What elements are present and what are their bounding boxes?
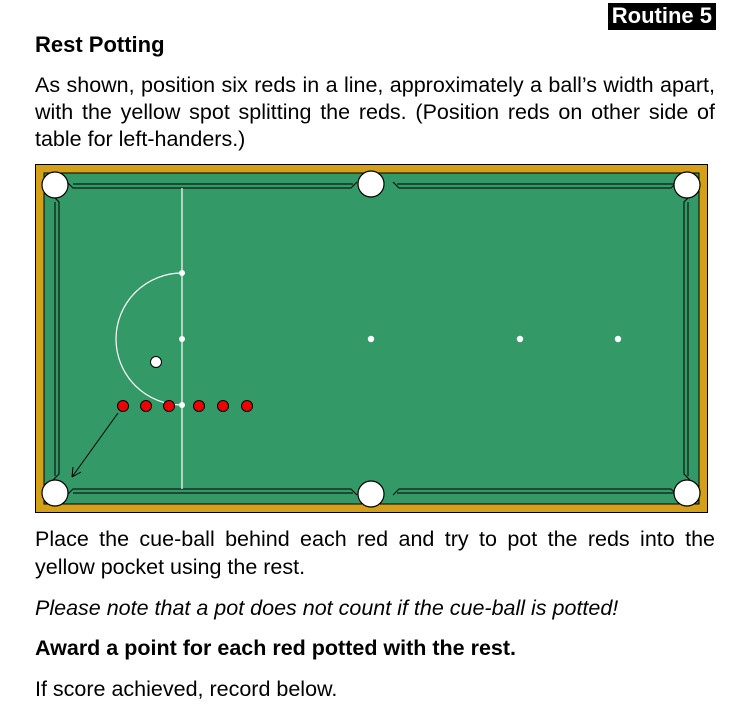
pink-spot: [517, 336, 523, 342]
award-paragraph: Award a point for each red potted with the rest.: [35, 636, 517, 660]
pocket-bottom-right: [674, 480, 700, 506]
blue-spot: [368, 336, 374, 342]
black-spot: [615, 336, 621, 342]
red-ball: [164, 401, 175, 412]
red-ball: [218, 401, 229, 412]
brown-spot: [179, 336, 185, 342]
page-title: Rest Potting: [35, 32, 165, 57]
pocket-bottom-left: [42, 480, 68, 506]
snooker-table-diagram: [35, 164, 708, 513]
intro-paragraph: As shown, position six reds in a line, approximately a ball’s width apart, with the yellow spot splitting the reds. (Position reds on other side of table for left-handers.): [35, 73, 715, 151]
red-ball: [194, 401, 205, 412]
green-spot: [179, 270, 185, 276]
red-ball: [118, 401, 129, 412]
red-ball: [242, 401, 253, 412]
instruction-paragraph: Place the cue-ball behind each red and try to pot the reds into the yellow pocket using the rest.: [35, 527, 715, 579]
cue-ball: [151, 357, 162, 368]
pocket-top-right: [674, 172, 700, 198]
pocket-top-middle: [358, 171, 384, 197]
note-paragraph: Please note that a pot does not count if the cue-ball is potted!: [35, 596, 619, 620]
pocket-bottom-middle: [358, 481, 384, 507]
yellow-spot: [179, 402, 185, 408]
pocket-top-left: [42, 172, 68, 198]
record-paragraph: If score achieved, record below.: [35, 677, 338, 701]
routine-badge: Routine 5: [608, 3, 716, 30]
red-ball: [141, 401, 152, 412]
